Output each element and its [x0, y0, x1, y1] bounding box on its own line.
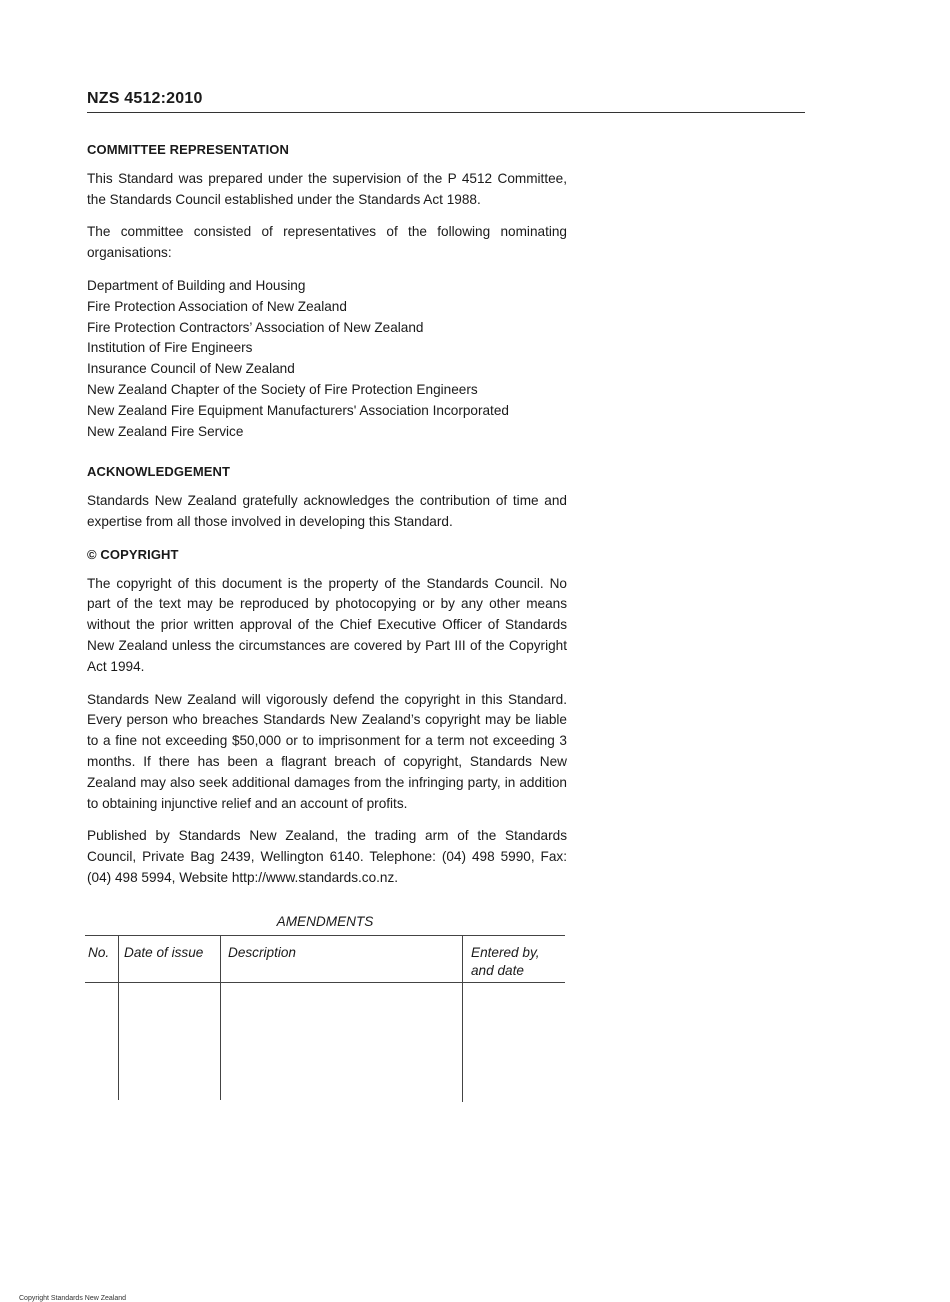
copyright-paragraph-2: Standards New Zealand will vigorously defend the copyright in this Standard. Every person who breaches Standards New Zealand’s copyright may be liable to a fine not exceeding $50,000 or to imprisonment for a term not exceeding 3 months. If there has been a flagrant breach of copyright, Standards New Zealand may also seek additional damages from the infringing party, in addition to obtaining injunctive relief and an account of profits. [87, 691, 567, 811]
organisation-list [87, 276, 567, 442]
list-item: New Zealand Chapter of the Society of Fire Protection Engineers [87, 381, 478, 397]
acknowledgement-heading: ACKNOWLEDGEMENT [87, 464, 231, 480]
list-item: Fire Protection Contractors’ Association of New Zealand [87, 319, 424, 335]
amendments-title: AMENDMENTS [276, 914, 374, 929]
document-id: NZS 4512:2010 [87, 90, 203, 107]
list-item: New Zealand Fire Service [87, 423, 244, 439]
column-header-description: Description [228, 945, 296, 960]
column-divider [118, 936, 119, 1100]
committee-section [87, 140, 567, 442]
committee-heading: COMMITTEE REPRESENTATION [87, 142, 289, 157]
amendments-block [85, 913, 565, 1102]
column-divider [220, 936, 221, 1100]
copyright-paragraph-3: Published by Standards New Zealand, the trading arm of the Standards Council, Private Bag 2439, Wellington 6140. Telephone: (04) 498 5990, Fax: (04) 498 5994, Website http://www.standards.co.nz. [87, 828, 567, 885]
acknowledgement-section [87, 462, 567, 532]
list-item: Department of Building and Housing [87, 277, 306, 293]
copyright-paragraph-1: The copyright of this document is the property of the Standards Council. No part of the text may be reproduced by photocopying or by any other means without the prior written approval of the Chief Executive Officer of Standards New Zealand unless the circumstances are covered by Part III of the Copyright Act 1994. [87, 575, 567, 674]
list-item: Insurance Council of New Zealand [87, 361, 295, 377]
amendments-header-row [85, 936, 565, 983]
column-header-date: Date of issue [124, 945, 204, 960]
column-header-no: No. [88, 945, 110, 960]
footer-copyright-note: Copyright Standards New Zealand [19, 1295, 127, 1302]
main-content [87, 140, 567, 901]
column-header-entered: Entered by, and date [471, 945, 540, 978]
committee-paragraph-2: The committee consisted of representatives of the following nominating organisations: [87, 224, 567, 261]
list-item: Institution of Fire Engineers [87, 340, 253, 356]
column-divider [462, 936, 463, 1102]
list-item: Fire Protection Association of New Zealand [87, 298, 347, 314]
document-header [87, 90, 805, 113]
amendments-table [85, 935, 565, 1102]
acknowledgement-paragraph: Standards New Zealand gratefully acknowledges the contribution of time and expertise from all those involved in developing this Standard. [87, 493, 567, 529]
committee-paragraph-1: This Standard was prepared under the supervision of the P 4512 Committee, the Standards Council established under the Standards Act 1988. [87, 170, 567, 207]
copyright-heading: © COPYRIGHT [87, 546, 179, 562]
list-item: New Zealand Fire Equipment Manufacturers' Association Incorporated [87, 402, 509, 418]
copyright-section [87, 545, 567, 889]
